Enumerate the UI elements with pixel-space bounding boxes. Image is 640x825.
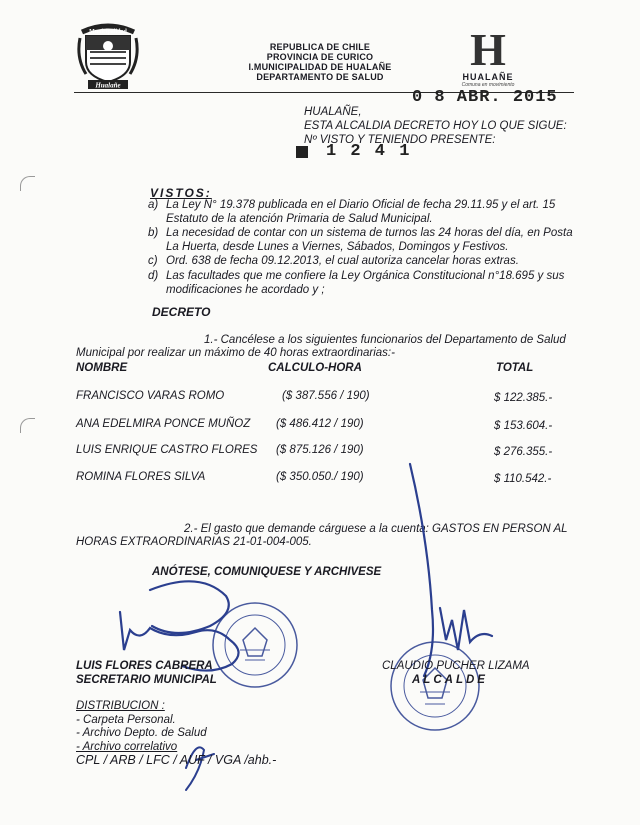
table-row-calc: ($ 875.126 / 190) [276, 444, 364, 456]
table-row-calc: ($ 350.050./ 190) [276, 471, 364, 483]
paragraph-first-line: 1.- Cancélese a los siguientes funcionarios del Departamento de Salud [204, 334, 566, 346]
decreto-heading: DECRETO [152, 305, 211, 319]
list-letter: c) [148, 255, 158, 268]
distribution-item: - Carpeta Personal. [76, 713, 176, 726]
closing-formula: ANÓTESE, COMUNIQUESE Y ARCHIVESE [152, 566, 382, 578]
crest-bottom-text: Hualañe [95, 81, 121, 90]
column-header-total: TOTAL [496, 362, 534, 374]
list-text: Ord. 638 de fecha 09.12.2013, el cual autoriza cancelar horas extras. [166, 255, 519, 268]
ink-blot [296, 146, 308, 158]
list-text: La Ley N° 19.378 publicada en el Diario Oficial de fecha 29.11.95 y el art. 15 Estatuto de la atención Primaria de Salud Municipal. [166, 199, 556, 225]
vistos-heading: VISTOS: [150, 186, 212, 200]
table-row-total: $ 276.355.- [494, 446, 553, 458]
brand-slogan: Comuna en movimiento [461, 82, 515, 88]
institution-header [210, 42, 430, 82]
header-line-province: PROVINCIA DE CURICO [266, 52, 374, 62]
scan-margin-mark [20, 418, 35, 433]
list-letter: a) [148, 199, 159, 211]
header-line-municipality: I.MUNICIPALIDAD DE HUALAÑE [248, 62, 392, 72]
distribution-item: - Archivo Depto. de Salud [76, 727, 207, 740]
list-item [148, 199, 580, 226]
table-row-total: $ 110.542.- [494, 473, 552, 485]
decree-number-stamp: 1 2 4 1 [326, 142, 412, 161]
decree-paragraph-1 [76, 334, 581, 360]
paragraph-rest: Municipal por realizar un máximo de 40 horas extraordinarias:- [76, 347, 395, 359]
list-item [148, 255, 580, 269]
table-row-name: ROMINA FLORES SILVA [76, 471, 206, 483]
municipal-crest-logo [76, 18, 140, 90]
column-header-name: NOMBRE [76, 362, 128, 374]
table-row-calc: ($ 486.412 / 190) [276, 418, 364, 430]
paragraph-first-line: 2.- El gasto que demande cárguese a la cuenta: GASTOS EN PERSON AL [184, 523, 568, 535]
distribution-item: - Archivo correlativo [76, 740, 178, 753]
vistos-list [148, 199, 580, 298]
paragraph-rest: HORAS EXTRAORDINARIAS 21-01-004-005. [76, 536, 312, 548]
distribution-block [76, 700, 276, 768]
distribution-heading: DISTRIBUCION : [76, 700, 165, 712]
typist-initials: CPL / ARB / LFC / AUF / VGA /ahb.- [76, 753, 277, 768]
secretary-block [76, 660, 217, 687]
table-row-name: LUIS ENRIQUE CASTRO FLORES [76, 444, 258, 456]
scan-margin-mark [20, 176, 35, 191]
mayor-signature [410, 464, 492, 676]
list-item [148, 270, 580, 297]
place-line: HUALAÑE, [304, 106, 362, 118]
list-text: Las facultades que me confiere la Ley Orgánica Constitucional n°18.695 y sus modificaciones he acordado y ; [166, 269, 565, 296]
secretary-signature [120, 581, 239, 670]
visto-line: Nº VISTO Y TENIENDO PRESENTE: [304, 134, 496, 146]
mayor-name: CLAUDIO PUCHER LIZAMA [382, 660, 530, 672]
decree-statement: ESTA ALCALDIA DECRETO HOY LO QUE SIGUE: [304, 120, 567, 132]
secretary-name: LUIS FLORES CABRERA [76, 660, 213, 672]
brand-name: HUALAÑE [462, 72, 514, 82]
table-row-name: FRANCISCO VARAS ROMO [76, 390, 225, 402]
list-letter: d) [148, 269, 159, 282]
mayor-role: ALCALDE [412, 673, 488, 686]
crest-top-text: Municipalidad [89, 29, 127, 35]
table-row-calc: ($ 387.556 / 190) [282, 390, 370, 402]
table-row-total: $ 153.604.- [494, 420, 553, 432]
mayor-block [382, 660, 530, 687]
table-row-total: $ 122.385.- [494, 392, 553, 404]
header-line-department: DEPARTAMENTO DE SALUD [256, 72, 384, 82]
column-header-calc: CALCULO-HORA [268, 362, 362, 374]
hualane-brand-logo [456, 24, 520, 90]
list-text: La necesidad de contar con un sistema de turnos las 24 horas del día, en Posta La Huerta, desde Lunes a Viernes, Sábados, Domingos y Festivos. [166, 227, 573, 253]
list-letter: b) [148, 227, 159, 240]
table-row-name: ANA EDELMIRA PONCE MUÑOZ [76, 418, 251, 430]
date-stamp: 0 8 ABR. 2015 [412, 88, 558, 107]
header-line-republic: REPUBLICA DE CHILE [269, 42, 371, 52]
decree-paragraph-2 [76, 523, 581, 549]
secretary-role: SECRETARIO MUNICIPAL [76, 673, 217, 686]
secretary-seal [213, 603, 297, 687]
brand-mark: H [470, 24, 506, 75]
list-item [148, 227, 580, 254]
